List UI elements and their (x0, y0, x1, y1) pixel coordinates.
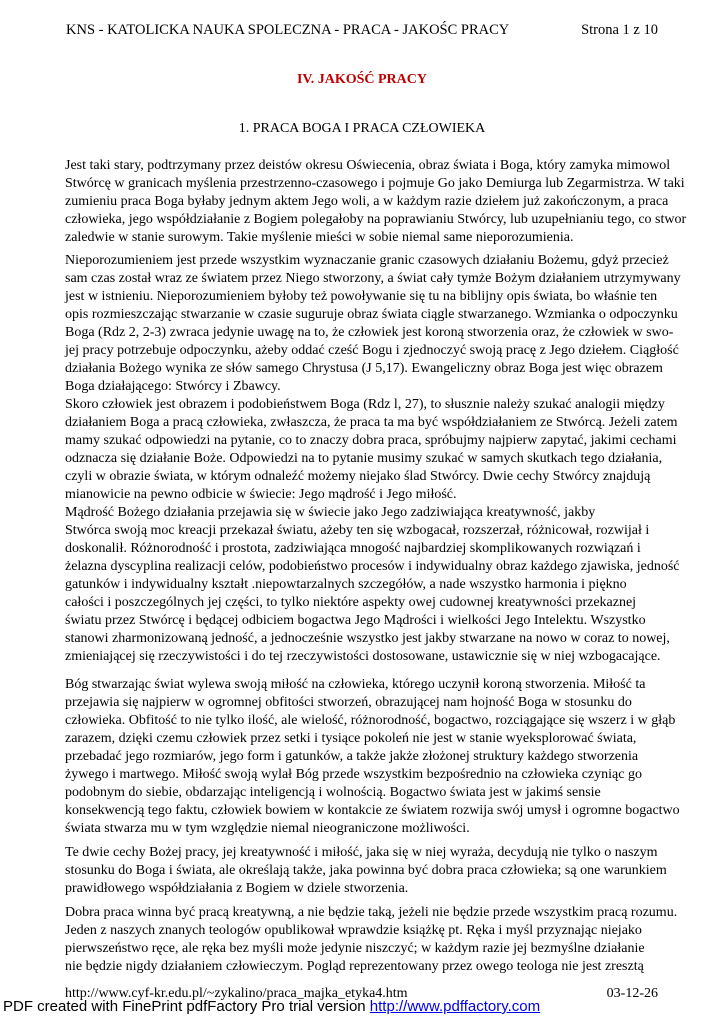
text-line: stosunku do Boga i świata, ale określają także, jaka powinna być dobra praca człowieka; są one warunkiem (65, 863, 667, 878)
text-line: świata stwarza mu w tym względzie niemal nieograniczone możliwości. (65, 821, 470, 836)
text-line: Boga działającego: Stwórcy i Zbawcy. (65, 379, 281, 394)
text-line: mianowicie na pewno odbicie w świecie: Jego mądrość i Jego miłość. (65, 487, 457, 502)
text-line: przejawia się najpierw w ogromnej obfitości stworzeń, obrazującej nam hojność Boga w stosunku do (65, 695, 632, 710)
text-line: nie będzie nigdy działaniem człowieczym. Pogląd reprezentowany przez owego teologa nie jest zresztą (65, 959, 644, 974)
text-line: Te dwie cechy Bożej pracy, jej kreatywność i miłość, jaka się w niej wyraża, decydują nie tylko o naszym (65, 845, 658, 860)
text-line: Jest taki stary, podtrzymany przez deistów okresu Oświecenia, obraz świata i Boga, który zamyka mimowol (65, 158, 671, 173)
text-line: czyli w obrazie świata, w którym odnaleźć możemy niejako ślad Stwórcy. Dwie cechy Stwórcy znajdują (65, 469, 651, 484)
text-line: całości i poszczególnych jej części, to tylko niektóre aspekty owej cudownej kreatywności przekaznej (65, 595, 637, 610)
text-line: Bóg stwarzając świat wylewa swoją miłość na człowieka, którego uczynił koroną stworzenia. Miłość ta (65, 677, 646, 692)
text-line: człowieka. Obfitość to nie tylko ilość, ale wielość, różnorodność, bogactwo, rozciągające się wszerz i w głąb (65, 713, 676, 728)
text-line: zmieniającej się rzeczywistości i do tej rzeczywistości dostosowane, ustawicznie się w niej wzbogacające. (65, 649, 661, 664)
text-line: Dobra praca winna być pracą kreatywną, a nie będzie taką, jeżeli nie będzie przede wszystkim pracą rozumu. (65, 905, 678, 920)
text-line: żelazna dyscyplina realizacji celów, podobieństwo procesów i indywidualny obraz każdego zjawiska, jedność (65, 559, 680, 574)
text-line: światu przez Stwórcę i będącej odbiciem bogactwa Jego Mądrości i wielkości Jego Intelektu. Wszystko (65, 613, 646, 628)
text-line: Skoro człowiek jest obrazem i podobieństwem Boga (Rdz l, 27), to słusznie należy szukać analogii między (65, 397, 665, 412)
text-line: Nieporozumieniem jest przede wszystkim wyznaczanie granic czasowych działaniu Bożemu, gdyż przecież (65, 253, 669, 268)
text-line: doskonalił. Różnorodność i prostota, zadziwiająca mnogość najbardziej skomplikowanych rozwiązań i (65, 541, 641, 556)
text-line: opis rozmieszczając stwarzanie w czasie suguruje obraz świata ciągle stwarzanego. Wzmianka o odpoczynku (65, 307, 678, 322)
text-line: prawidłowego współdziałania z Bogiem w dziele stworzenia. (65, 881, 409, 896)
text-line: konsekwencją tego faktu, człowiek bowiem w kontakcie ze światem rozwija swój umysł i ogromne bogactwo (65, 803, 680, 818)
page-number: Strona 1 z 10 (581, 22, 658, 38)
text-line: Boga (Rdz 2, 2-3) zwraca jedynie uwagę na to, że człowiek jest koroną stworzenia oraz, że człowiek w swo- (65, 325, 674, 340)
watermark-link[interactable]: http://www.pdffactory.com (369, 998, 541, 1015)
text-line: Stwórcę w granicach myślenia przestrzenno-czasowego i pojmuje Go jako Demiurga lub Zegarmistrza. W taki (65, 176, 685, 191)
subsection-title: 1. PRACA BOGA I PRACA CZŁOWIEKA (238, 121, 486, 136)
text-line: Stwórca swoją moc kreacji przekazał światu, ażeby ten się wzbogacał, rozszerzał, różnicował, rozwijał i (65, 523, 650, 538)
text-line: żywego i martwego. Miłość swoją wylał Bóg przede wszystkim bezpośrednio na człowieka czyniąc go (65, 767, 642, 782)
text-line: przebadać jego rozmiarów, jego form i gatunków, a także jakże złożonej struktury każdego stworzenia (65, 749, 639, 764)
text-line: jest w istnieniu. Nieporozumieniem byłoby też powoływanie się tu na biblijny opis świata, bo właśnie ten (65, 289, 658, 304)
text-line: podobnym do siebie, obdarzając inteligencją i wolnością. Bogactwo świata jest w jakimś sensie (65, 785, 601, 800)
text-line: mamy szukać odpowiedzi na pytanie, co to znaczy dobra praca, spróbujmy najpierw zapytać, jakimi cechami (65, 433, 677, 448)
footer-url: http://www.cyf-kr.edu.pl/~zykalino/praca_majka_etyka4.htm (65, 986, 408, 1001)
text-line: odznacza się działanie Boże. Odpowiedzi na to pytanie musimy szukać w samych skutkach tego działania, (65, 451, 663, 466)
text-line: jej pracy potrzebuje odpoczynku, ażeby oddać cześć Bogu i zjednoczyć swoją pracę z Jego dziełem. Ciągłość (65, 343, 679, 358)
footer-date: 03-12-26 (606, 986, 658, 1001)
text-line: stanowi zharmonizowaną jedność, a jednocześnie wszystko jest jakby stwarzane na nowo w coraz to nowej, (65, 631, 670, 646)
text-line: działaniem Boga a pracą człowieka, zwłaszcza, że praca ta ma być współdziałaniem ze Stwórcą. Jeżeli zatem (65, 415, 678, 430)
text-line: człowieka, jego współdziałanie z Bogiem polegałoby na poprawianiu Stwórcy, lub uzupełnianiu tego, co stwor (65, 212, 687, 227)
text-line: zaledwie w stanie surowym. Takie myślenie mieści w sobie niemal same nieporozumienia. (65, 230, 574, 245)
page-header (66, 22, 658, 40)
text-line: zarazem, dzięki czemu człowiek przez setki i tysiące pokoleń nie jest w stanie wyeksplorować świata, (65, 731, 637, 746)
text-line: Mądrość Bożego działania przejawia się w świecie jako Jego zadziwiająca kreatywność, jakby (65, 505, 596, 520)
text-line: pierwszeństwo ręce, ale ręka bez myśli może jedynie niszczyć; w każdym razie jej bezmyślne działanie (65, 941, 645, 956)
text-line: działania Bożego wynika ze słów samego Chrystusa (J 5,17). Ewangeliczny obraz Boga jest więc obrazem (65, 361, 663, 376)
text-line: zumieniu praca Boga byłaby jednym aktem Jego woli, a w każdym razie dziełem już zakończonym, a praca (65, 194, 669, 209)
text-line: Jeden z naszych znanych teologów opublikował wprawdzie książkę pt. Ręka i myśl przyznając niejako (65, 923, 642, 938)
watermark-text: PDF created with FinePrint pdfFactory Pro trial version (3, 998, 370, 1015)
pdf-watermark (3, 998, 540, 1015)
header-title: KNS - KATOLICKA NAUKA SPOLECZNA - PRACA - JAKOŚC PRACY (66, 22, 510, 38)
text-line: gatunków i indywidualny kształt .niepowtarzalnych szczegółów, a nade wszystko harmonia i piękno (65, 577, 627, 592)
text-line: sam czas został wraz ze światem przez Niego stworzony, a świat cały tymże Bożym działaniem utrzymywany (65, 271, 681, 286)
section-title: IV. JAKOŚĆ PRACY (296, 72, 428, 87)
